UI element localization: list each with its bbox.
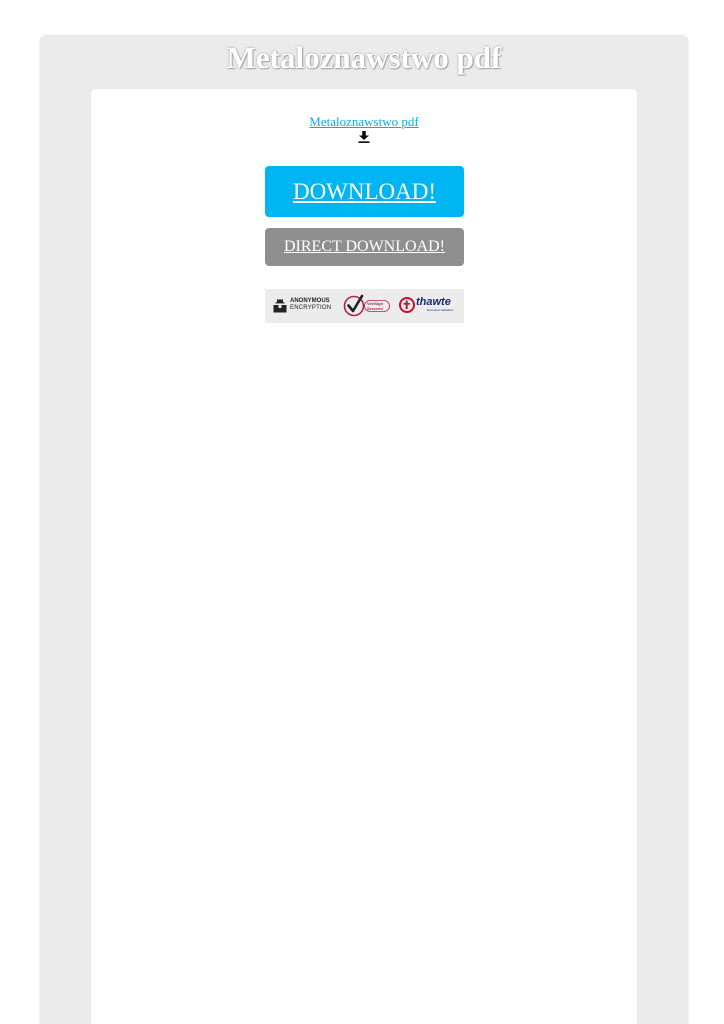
page-frame — [40, 35, 688, 1024]
content-card — [91, 89, 637, 1024]
file-link[interactable]: Metaloznawstwo pdf — [309, 114, 419, 129]
verisign-text — [367, 302, 383, 311]
download-arrow-icon[interactable] — [358, 131, 370, 143]
thawte-name: thawte — [416, 296, 451, 308]
verisign-secured-badge — [343, 292, 391, 320]
direct-download-button[interactable]: DIRECT DOWNLOAD! — [265, 228, 464, 266]
anonymous-encryption-badge — [273, 297, 343, 315]
thawte-logo-icon — [399, 297, 415, 313]
download-button[interactable]: DOWNLOAD! — [265, 166, 464, 217]
security-badges — [265, 289, 464, 323]
thawte-badge — [399, 296, 455, 316]
encryption-label: ENCRYPTION — [290, 305, 332, 311]
anonymous-user-icon — [273, 299, 287, 313]
page-title: Metaloznawstwo pdf — [226, 40, 502, 75]
verisign-label: VeriSign — [367, 301, 384, 306]
anonymous-encryption-text — [290, 298, 331, 312]
secured-label: Secured — [367, 305, 383, 311]
anonymous-label: ANONYMOUS — [290, 298, 330, 304]
thawte-subtitle: Extended Validation — [427, 308, 454, 312]
file-link-container — [91, 114, 637, 130]
